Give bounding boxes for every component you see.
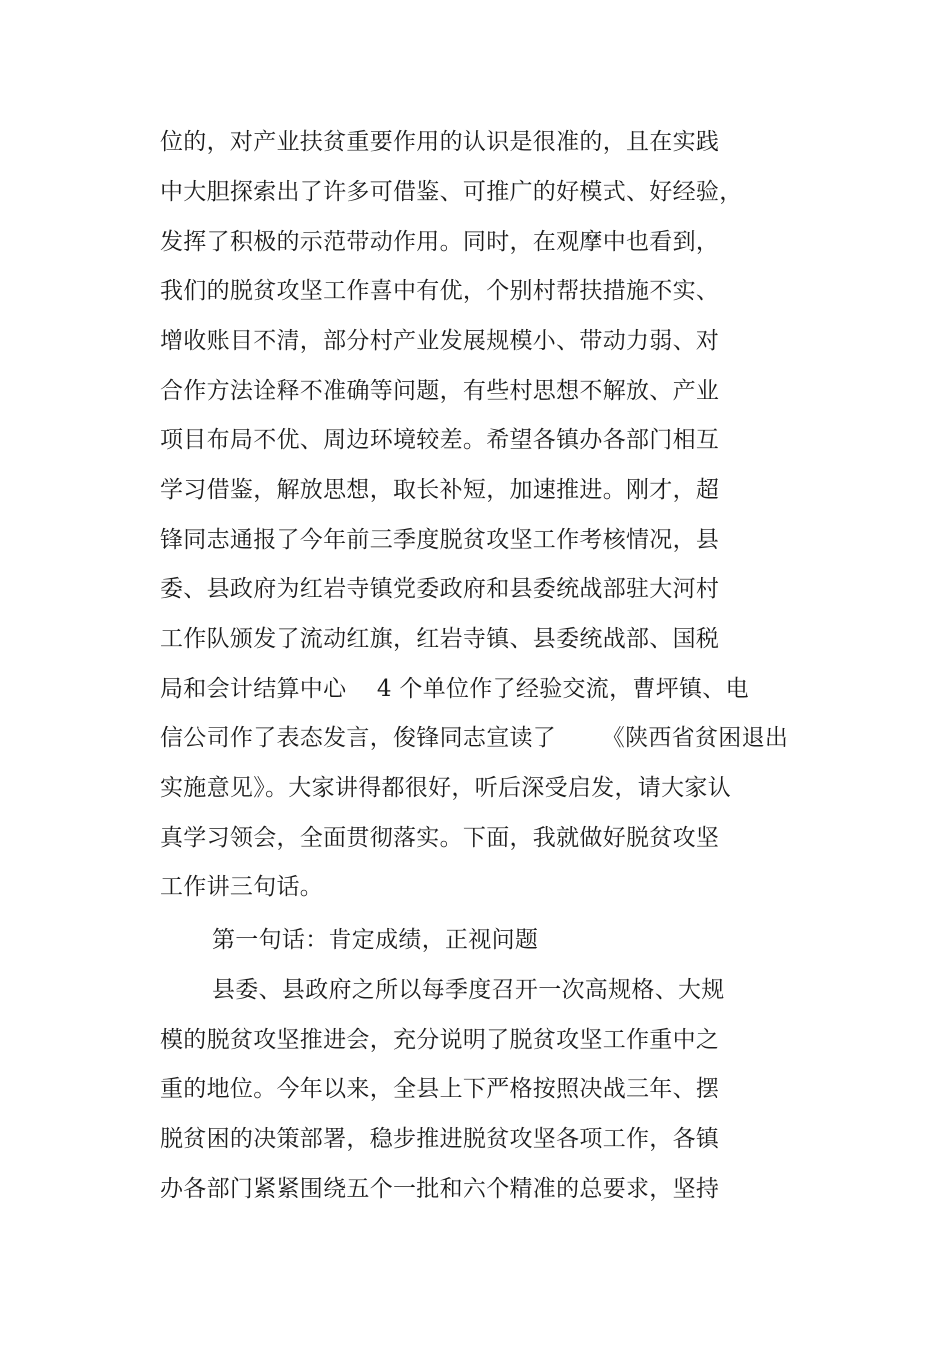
text-line: 实施意见》。大家讲得都很好，听后深受启发，请大家认: [160, 775, 731, 801]
text-line: 锋同志通报了今年前三季度脱贫攻坚工作考核情况，县: [160, 527, 720, 553]
paragraph-first-line: 县委、县政府之所以每季度召开一次高规格、大规: [212, 977, 725, 1003]
text-line: 发挥了积极的示范带动作用。同时，在观摩中也看到，: [160, 229, 720, 255]
text-line: 我们的脱贫攻坚工作喜中有优，个别村帮扶措施不实、: [160, 278, 720, 304]
text-line: 合作方法诠释不准确等问题，有些村思想不解放、产业: [160, 378, 720, 404]
section-heading: 第一句话：肯定成绩，正视问题: [212, 927, 539, 953]
text-line: 增收账目不清，部分村产业发展规模小、带动力弱、对: [160, 328, 720, 354]
text-line: 办各部门紧紧围绕五个一批和六个精准的总要求，坚持: [160, 1176, 720, 1202]
text-line: 工作讲三句话。: [160, 874, 324, 900]
text-line: 中大胆探索出了许多可借鉴、可推广的好模式、好经验，: [160, 179, 743, 205]
text-line: 脱贫困的决策部署，稳步推进脱贫攻坚各项工作，各镇: [160, 1126, 720, 1152]
text-line: 重的地位。今年以来，全县上下严格按照决战三年、摆: [160, 1076, 720, 1102]
text-line: 学习借鉴，解放思想，取长补短，加速推进。刚才，超: [160, 477, 720, 503]
text-line: 项目布局不优、周边环境较差。希望各镇办各部门相互: [160, 427, 720, 453]
text-line: 局和会计结算中心 4 个单位作了经验交流，曹坪镇、电: [160, 676, 749, 702]
text-line: 委、县政府为红岩寺镇党委政府和县委统战部驻大河村: [160, 576, 720, 602]
text-line: 工作队颁发了流动红旗，红岩寺镇、县委统战部、国税: [160, 626, 720, 652]
text-line: 位的，对产业扶贫重要作用的认识是很准的，且在实践: [160, 129, 720, 155]
text-line: 信公司作了表态发言，俊锋同志宣读了 《陕西省贫困退出: [160, 725, 789, 751]
text-line: 模的脱贫攻坚推进会，充分说明了脱贫攻坚工作重中之: [160, 1027, 720, 1053]
text-line: 真学习领会，全面贯彻落实。下面，我就做好脱贫攻坚: [160, 825, 720, 851]
